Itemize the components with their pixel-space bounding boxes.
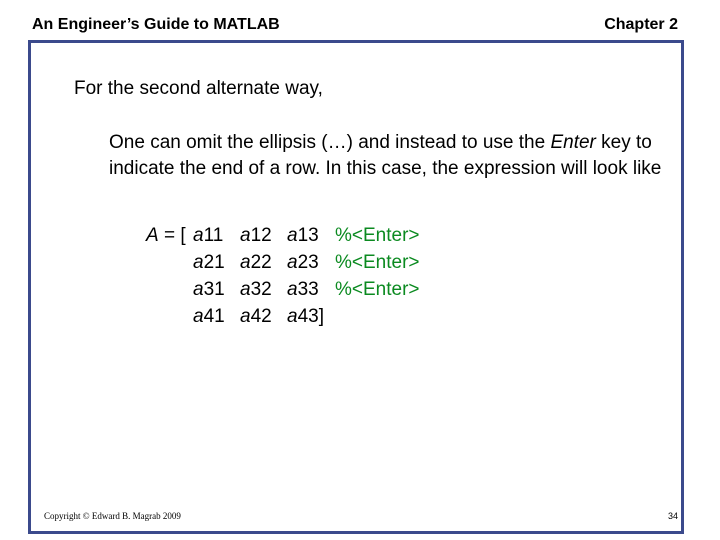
matrix-cell: a22 — [240, 252, 272, 273]
enter-comment: %<Enter> — [335, 279, 420, 300]
matrix-row — [146, 222, 420, 249]
page-number: 34 — [667, 511, 678, 521]
matrix-cell: a21 — [193, 252, 225, 273]
matrix-row — [146, 249, 420, 276]
enter-comment: %<Enter> — [335, 252, 420, 273]
slide-header-title: An Engineer’s Guide to MATLAB — [32, 16, 280, 33]
paragraph-text-before: One can omit the ellipsis (…) and instead to use the — [109, 132, 551, 153]
matrix-row — [146, 276, 420, 303]
enter-comment: %<Enter> — [335, 225, 420, 246]
explanation-paragraph — [109, 130, 669, 182]
copyright-footer: Copyright © Edward B. Magrab 2009 — [44, 511, 181, 521]
matrix-cell: a23 — [287, 252, 319, 273]
matrix-cell: a13 — [287, 225, 319, 246]
enter-key-text: Enter — [550, 132, 596, 153]
matrix-cell: a12 — [240, 225, 272, 246]
matrix-lhs — [146, 303, 193, 330]
matrix-cell: a11 — [193, 225, 224, 246]
matrix-row — [146, 303, 420, 330]
matrix-cell: a41 — [193, 306, 225, 327]
paragraph-text-after: key to indicate the end of a row. In this case, the expression will look like — [109, 132, 662, 179]
matrix-cell: a32 — [240, 279, 272, 300]
matrix-cell: a31 — [193, 279, 225, 300]
matrix-lhs — [146, 249, 193, 276]
matrix-expression — [146, 222, 420, 330]
intro-text: For the second alternate way, — [74, 78, 323, 99]
matrix-cell: a42 — [240, 306, 272, 327]
matrix-lhs — [146, 276, 193, 303]
matrix-cell: a43] — [287, 306, 324, 327]
matrix-lhs: A = [ — [146, 225, 186, 246]
matrix-cell: a33 — [287, 279, 319, 300]
chapter-label: Chapter 2 — [604, 16, 678, 33]
